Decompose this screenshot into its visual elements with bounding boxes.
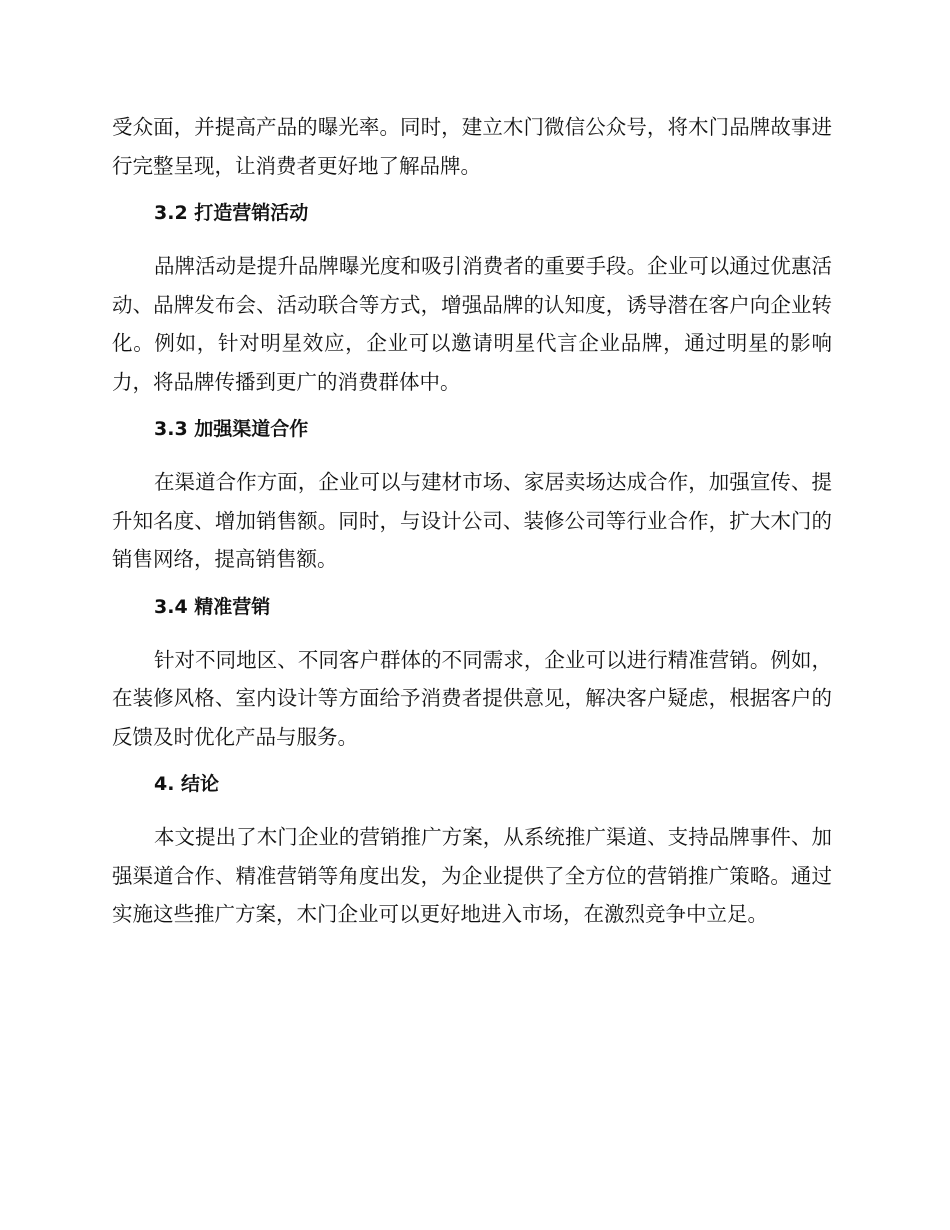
section-3-4-heading: 3.4 精准营销 <box>154 595 271 618</box>
section-3-3-paragraph: 在渠道合作方面，企业可以与建材市场、家居卖场达成合作，加强宣传、提升知名度、增加销售额。同时，与设计公司、装修公司等行业合作，扩大木门的销售网络，提高销售额。 <box>112 470 832 571</box>
section-4-heading: 4. 结论 <box>154 773 220 795</box>
section-3-2-paragraph: 品牌活动是提升品牌曝光度和吸引消费者的重要手段。企业可以通过优惠活动、品牌发布会、活动联合等方式，增强品牌的认知度，诱导潜在客户向企业转化。例如，针对明星效应，企业可以邀请明星代言企业品牌，通过明星的影响力，将品牌传播到更广的消费群体中。 <box>112 254 832 394</box>
intro-continuation-paragraph: 受众面，并提高产品的曝光率。同时，建立木门微信公众号，将木门品牌故事进行完整呈现，让消费者更好地了解品牌。 <box>112 115 832 178</box>
section-3-3-heading: 3.3 加强渠道合作 <box>154 418 309 440</box>
section-3-2-heading: 3.2 打造营销活动 <box>154 202 309 224</box>
section-3-4-paragraph: 针对不同地区、不同客户群体的不同需求，企业可以进行精准营销。例如，在装修风格、室内设计等方面给予消费者提供意见，解决客户疑虑，根据客户的反馈及时优化产品与服务。 <box>112 647 832 749</box>
document-page <box>112 108 832 934</box>
section-4-paragraph: 本文提出了木门企业的营销推广方案，从系统推广渠道、支持品牌事件、加强渠道合作、精准营销等角度出发，为企业提供了全方位的营销推广策略。通过实施这些推广方案，木门企业可以更好地进入市场，在激烈竞争中立足。 <box>112 825 832 926</box>
